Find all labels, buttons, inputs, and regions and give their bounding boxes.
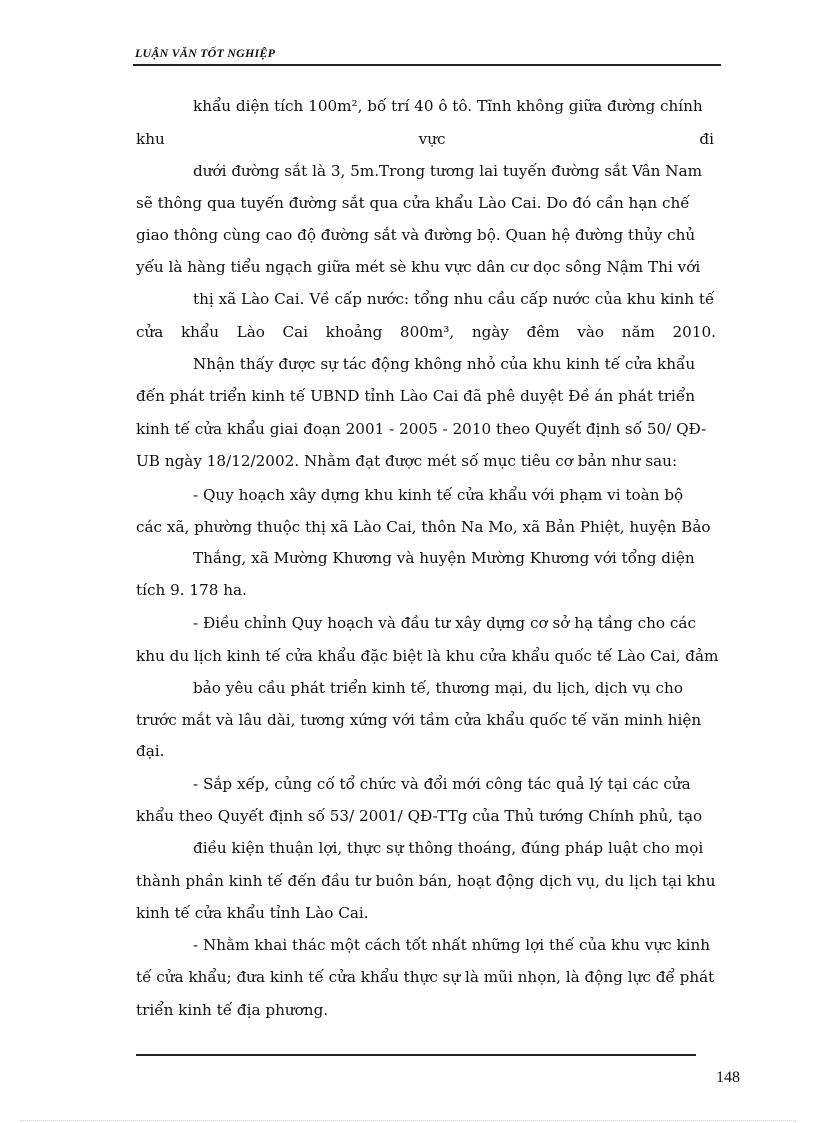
text-line: sẽ thông qua tuyến đường sắt qua cửa khẩu Lào Cai. Do đó cần hạn chế <box>136 194 690 212</box>
text-line: Nhận thấy được sự tác động không nhỏ của khu kinh tế cửa khẩu <box>193 355 696 373</box>
text-line: tích 9. 178 ha. <box>136 581 247 599</box>
text-line: kinh tế cửa khẩu tỉnh Lào Cai. <box>136 904 369 922</box>
text-line: yếu là hàng tiểu ngạch giữa mét sè khu vực dân cư dọc sông Nậm Thi với <box>136 258 701 276</box>
word: vực <box>418 130 446 148</box>
text-line: đại. <box>136 742 165 760</box>
word: khoảng <box>325 323 383 341</box>
word: Cai <box>282 323 309 341</box>
text-line: khẩu theo Quyết định số 53/ 2001/ QĐ-TTg của Thủ tướng Chính phủ, tạo <box>136 807 703 825</box>
text-line: trước mắt và lâu dài, tương xứng với tầm cửa khẩu quốc tế văn minh hiện <box>136 711 702 729</box>
footer-rule <box>136 1054 696 1056</box>
text-line: kinh tế cửa khẩu giai đoạn 2001 - 2005 - 2010 theo Quyết định số 50/ QĐ- <box>136 420 707 438</box>
text-line: điều kiện thuận lợi, thực sự thông thoáng, đúng pháp luật cho mọi <box>193 839 704 857</box>
text-line: - Quy hoạch xây dựng khu kinh tế cửa khẩu với phạm vi toàn bộ <box>193 486 684 504</box>
text-line-justified <box>136 317 716 347</box>
text-line: - Nhằm khai thác một cách tốt nhất những lợi thế của khu vực kinh <box>193 936 711 954</box>
word: vào <box>577 323 605 341</box>
page-number: 148 <box>716 1069 740 1086</box>
word: đêm <box>526 323 560 341</box>
text-line: dưới đường sắt là 3, 5m.Trong tương lai tuyến đường sắt Vân Nam <box>193 162 703 180</box>
text-line: đến phát triển kinh tế UBND tỉnh Lào Cai đã phê duyệt Đề án phát triển <box>136 387 695 405</box>
word: ngày <box>471 323 509 341</box>
text-line: khẩu diện tích 100m², bố trí 40 ô tô. Tĩnh không giữa đường chính <box>193 97 703 115</box>
header-rule <box>133 64 721 66</box>
text-line: - Sắp xếp, củng cố tổ chức và đổi mới công tác quả lý tại các cửa <box>193 775 691 793</box>
text-line: khu du lịch kinh tế cửa khẩu đặc biệt là khu cửa khẩu quốc tế Lào Cai, đảm <box>136 647 719 665</box>
word: khẩu <box>180 323 220 341</box>
text-line: tế cửa khẩu; đưa kinh tế cửa khẩu thực sự là mũi nhọn, là động lực để phát <box>136 968 715 986</box>
text-line: Thắng, xã Mường Khương và huyện Mường Khương với tổng diện <box>193 549 695 567</box>
running-header: LUẬN VĂN TỐT NGHIỆP <box>135 46 276 60</box>
word: 2010. <box>672 323 716 341</box>
text-line: giao thông cùng cao độ đường sắt và đường bộ. Quan hệ đường thủy chủ <box>136 226 696 244</box>
text-line: - Điều chỉnh Quy hoạch và đầu tư xây dựng cơ sở hạ tầng cho các <box>193 614 696 632</box>
word: cửa <box>136 323 164 341</box>
text-line: triển kinh tế địa phương. <box>136 1001 329 1019</box>
text-line-spread <box>136 124 714 154</box>
word: khu <box>136 130 165 148</box>
word: 800m³, <box>399 323 455 341</box>
text-line: bảo yêu cầu phát triển kinh tế, thương mại, du lịch, dịch vụ cho <box>193 679 683 697</box>
word: Lào <box>236 323 265 341</box>
text-line: thị xã Lào Cai. Về cấp nước: tổng nhu cầu cấp nước của khu kinh tế <box>193 290 715 308</box>
text-line: thành phần kinh tế đến đầu tư buôn bán, hoạt động dịch vụ, du lịch tại khu <box>136 872 716 890</box>
page-edge-dotted-line <box>20 1120 796 1121</box>
text-line: UB ngày 18/12/2002. Nhằm đạt được mét số mục tiêu cơ bản như sau: <box>136 452 678 470</box>
word: đi <box>699 130 714 148</box>
text-line: các xã, phường thuộc thị xã Lào Cai, thôn Na Mo, xã Bản Phiệt, huyện Bảo <box>136 518 711 536</box>
word: năm <box>621 323 655 341</box>
